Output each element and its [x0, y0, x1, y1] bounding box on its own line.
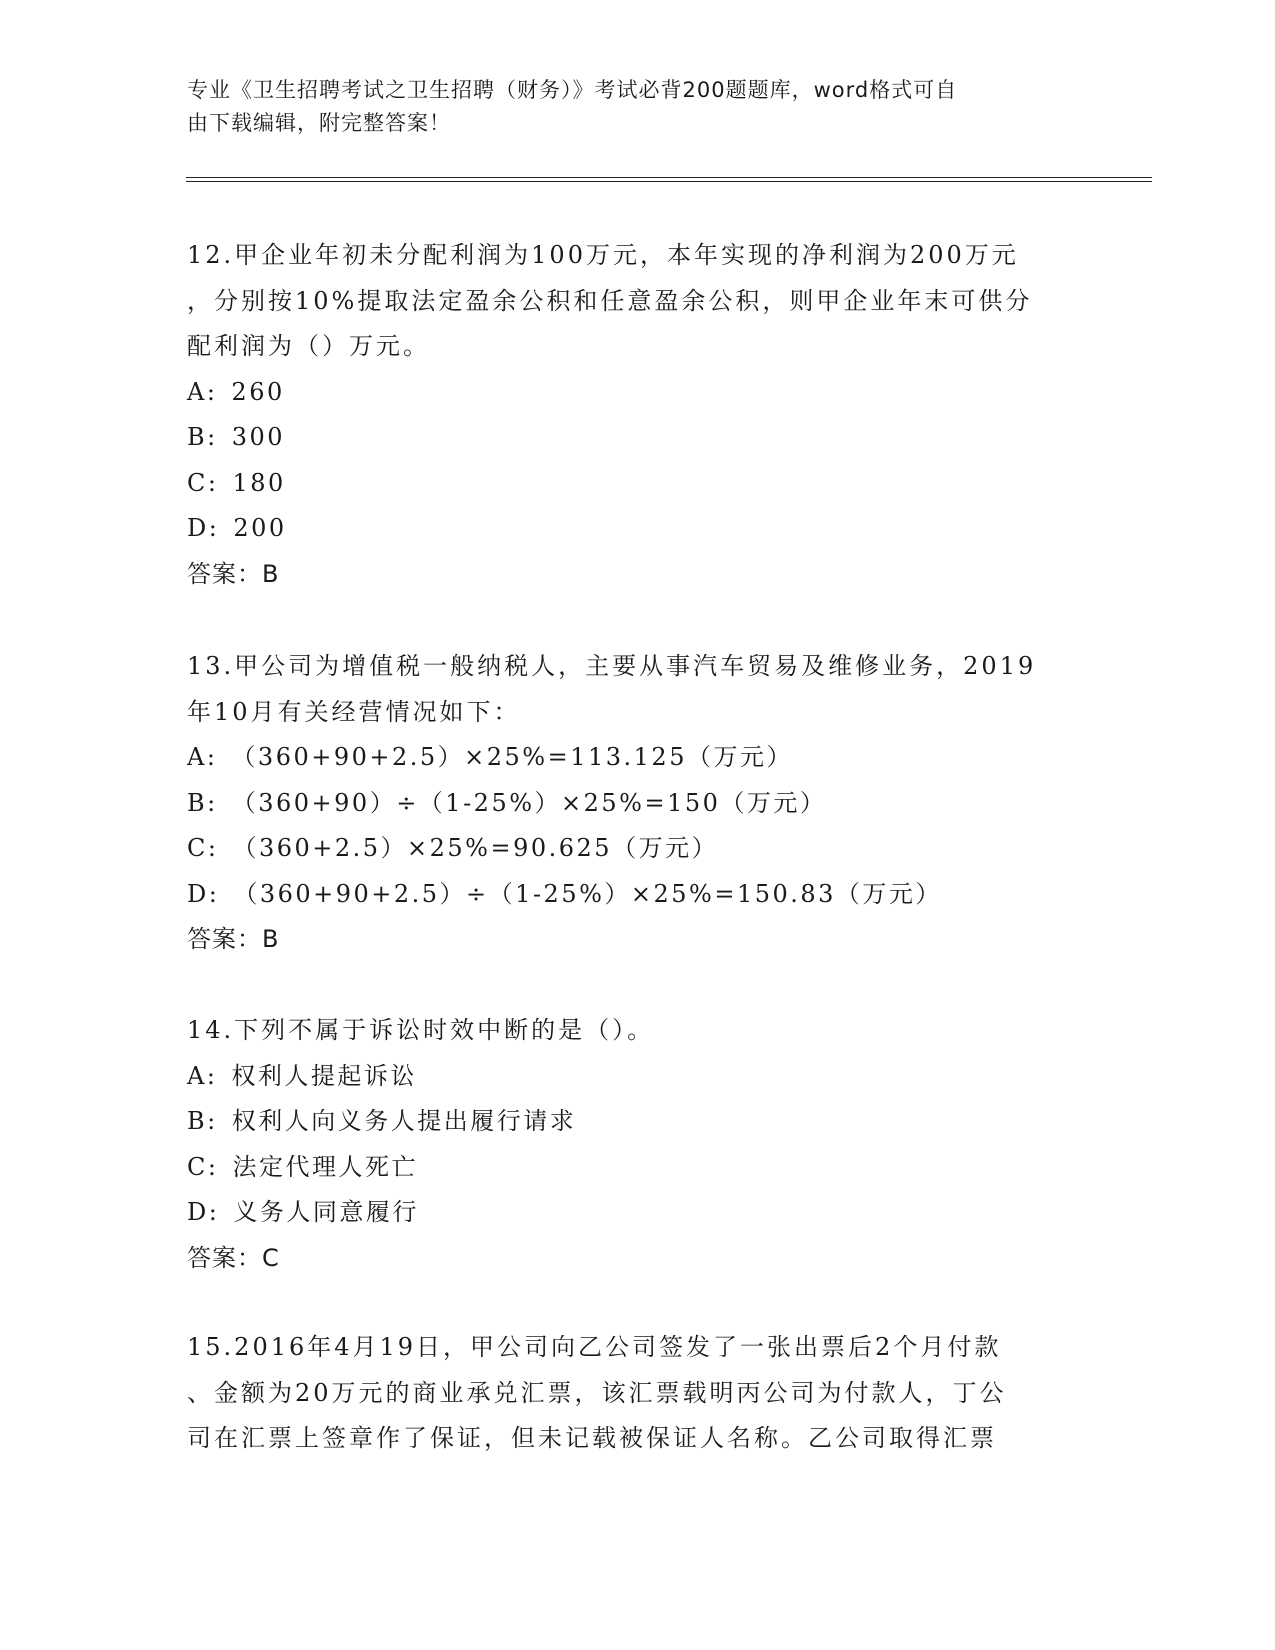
header-divider-top — [186, 177, 1152, 178]
question-15 — [187, 1325, 1087, 1462]
question-stem-line: 15.2016年4月19日，甲公司向乙公司签发了一张出票后2个月付款 — [187, 1333, 1002, 1361]
option-a: A: （360+90+2.5）×25%=113.125（万元） — [187, 743, 793, 771]
header-line-1: 专业《卫生招聘考试之卫生招聘（财务）》考试必背200题题库，word格式可自 — [187, 78, 958, 102]
option-b: B: 300 — [187, 423, 286, 451]
question-stem-line: 配利润为（）万元。 — [187, 332, 430, 360]
header-divider-bottom — [186, 181, 1152, 182]
question-stem-line: ，分别按10%提取法定盈余公积和任意盈余公积，则甲企业年末可供分 — [187, 286, 1033, 315]
option-a: A: 权利人提起诉讼 — [187, 1061, 417, 1090]
option-a: A: 260 — [187, 377, 285, 406]
option-d: D: （360+90+2.5）÷（1-25%）×25%=150.83（万元） — [187, 879, 942, 908]
answer-line: 答案：B — [187, 925, 280, 953]
question-12 — [187, 233, 1087, 597]
question-stem-line: 12.甲企业年初未分配利润为100万元，本年实现的净利润为200万元 — [187, 241, 1019, 269]
option-c: C: 180 — [187, 468, 286, 497]
header-line-2: 由下载编辑，附完整答案！ — [187, 111, 451, 135]
answer-line: 答案：C — [187, 1243, 280, 1272]
question-13 — [187, 644, 1087, 963]
question-stem-line: 、金额为20万元的商业承兑汇票，该汇票载明丙公司为付款人，丁公 — [187, 1378, 1007, 1407]
document-header — [187, 74, 1067, 140]
option-d: D: 义务人同意履行 — [187, 1198, 419, 1226]
question-stem-line: 13.甲公司为增值税一般纳税人，主要从事汽车贸易及维修业务，2019 — [187, 652, 1037, 680]
option-d: D: 200 — [187, 514, 287, 542]
question-stem-line: 年10月有关经营情况如下： — [187, 697, 521, 726]
answer-line: 答案：B — [187, 559, 280, 588]
option-c: C: （360+2.5）×25%=90.625（万元） — [187, 834, 719, 862]
option-c: C: 法定代理人死亡 — [187, 1152, 418, 1181]
question-stem-line: 司在汇票上签章作了保证，但未记载被保证人名称。乙公司取得汇票 — [187, 1424, 997, 1452]
question-14 — [187, 1008, 1087, 1281]
question-stem-line: 14.下列不属于诉讼时效中断的是（）。 — [187, 1016, 655, 1044]
option-b: B: 权利人向义务人提出履行请求 — [187, 1107, 577, 1135]
option-b: B: （360+90）÷（1-25%）×25%=150（万元） — [187, 788, 827, 817]
